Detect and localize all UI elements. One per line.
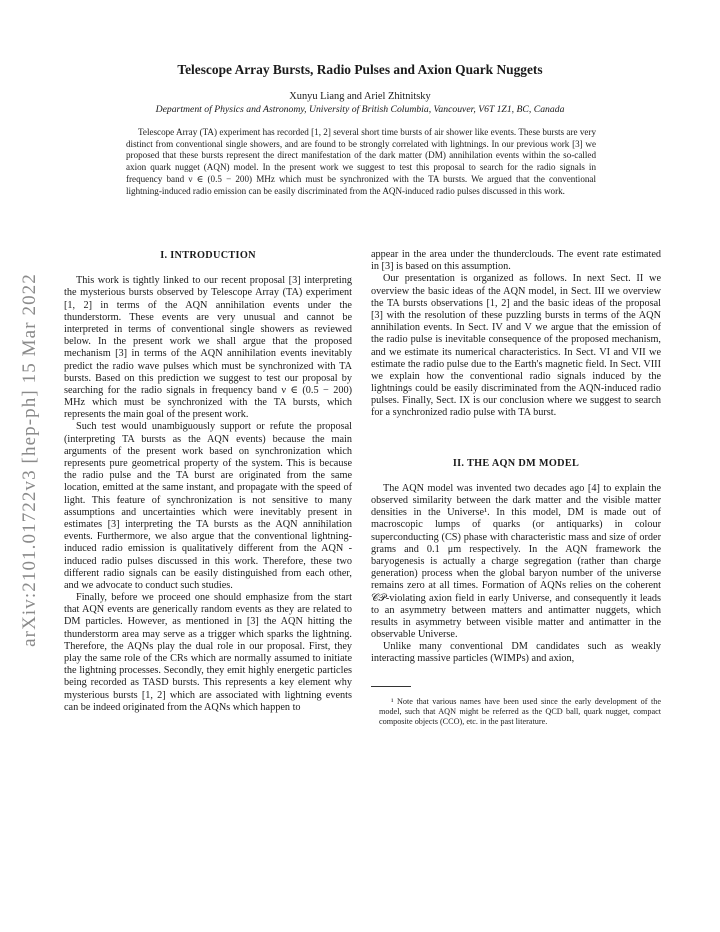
aqn-paragraph-1: The AQN model was invented two decades ago [4] to explain the observed similarity between the dark matter and the visible matter densities in the Universe¹. In this model, DM is made out of macroscopic lumps of quarks (or antiquarks) in colour superconducting (CS) phase with characteristic mass and size of order grams and 0.1 μm respectively. In the AQN framework the baryogenesis is actually a charge segregation (rather than charge generation) process when the global baryon number of the universe remains zero at all times. Formation of AQNs relies on the coherent 𝒞𝒫-violating axion field in early Universe, and consequently it leads to an asymmetry between matters and antimatter nuggets, which results in asymmetry between visible matter and antimatter in the observable Universe. (371, 482, 661, 641)
intro-paragraph-3: Finally, before we proceed one should emphasize from the start that AQN events are generically random events as they are related to DM particles. However, as mentioned in [3] the AQN hitting the thunderstorm area may serve as a trigger which sparks the lightning. Therefore, the AQNs play the dual role in our proposal. First, they play the same role of the CRs which are normally assumed to initiate the lightning processes. Secondly, they emit highly energetic particles being recorded as TASD bursts. This represents a key element why mysterious bursts [1, 2] which are associated with lightning events can be indeed originated from the AQNs which happen to (64, 592, 352, 713)
section-heading-introduction: I. INTRODUCTION (160, 250, 256, 261)
arxiv-side-stamp (10, 240, 50, 680)
right-column (371, 249, 661, 727)
abstract: Telescope Array (TA) experiment has recorded [1, 2] several short time bursts of air shower like events. These bursts are very distinct from conventional single showers, and are found to be strongly correlated with lightnings. In our previous work [3] we proposed that these bursts represent the direct manifestation of the dark matter (DM) annihilation events within the so-called axion quark nugget (AQN) model. In the present work we suggest to test this proposal to search for the radio signals in frequency band ν ∈ (0.5 − 200) MHz which must be synchronized with the TA bursts. We argued that the conventional lightning-induced radio emission can be easily discriminated from the AQN-induced radio pulses discussed in this work. (126, 127, 596, 196)
paper-affiliation: Department of Physics and Astronomy, University of British Columbia, Vancouver, V6T 1Z1, BC, Canada (155, 104, 565, 115)
paper-title: Telescope Array Bursts, Radio Pulses and Axion Quark Nuggets (177, 62, 543, 77)
intro-paragraph-2: Such test would unambiguously support or refute the proposal (interpreting TA bursts as the AQN events) because the main arguments of the present work based on synchronization which represents pure geometrical property of the system. This is because the radio pulse and the TA burst are originated from the same location, emitted at the same instant, and propagate with the speed of light. This feature of synchronization is not sensitive to many assumptions and uncertainties which were inevitably present in estimates [3] interpreting the TA bursts as the AQN annihilation events. Furthermore, we also argue that the conventional lightning-induced radio emission is qualitatively different from the AQN -induced radio pulses discussed in this work. Therefore, these two different radio signals can be easily distinguished from each other, and we advocate to conduct such studies. (64, 421, 352, 591)
paper-authors: Xunyu Liang and Ariel Zhitnitsky (289, 91, 431, 102)
intro-paragraph-organization: Our presentation is organized as follows. In next Sect. II we overview the basic ideas of the AQN model, in Sect. III we overview the TA bursts observations [1, 2] and the basic ideas of the proposal [3] with the resolution of these puzzling bursts in terms of the AQN annihilation events. In Sect. IV and V we argue that the emission of the radio pulse is inevitable consequence of the proposed mechanism, and we estimate its numerical characteristics. In Sect. VI and VII we estimate the radio pulse due to the Earth's magnetic field. In Sect. VIII we explain how the conventional radio signals induced by the lightnings could be easily discriminated from the AQN-induced radio pulses. Finally, Sect. IX is our conclusion where we suggest to search for a synchronized radio pulse with TA burst. (371, 273, 661, 419)
arxiv-identifier: arXiv:2101.01722v3 [hep-ph] 15 Mar 2022 (19, 273, 41, 647)
intro-paragraph-3-continued: appear in the area under the thunderclouds. The event rate estimated in [3] is based on this assumption. (371, 249, 661, 273)
section-heading-aqn-model: II. THE AQN DM MODEL (452, 457, 580, 469)
footnote-1: ¹ Note that various names have been used since the early development of the model, such that AQN might be referred as the QCD ball, quark nugget, compact composite objects (CCO), etc. in the past literature. (379, 696, 661, 727)
intro-paragraph-1: This work is tightly linked to our recent proposal [3] interpreting the mysterious bursts observed by Telescope Array (TA) experiment [1, 2] in terms of the AQN annihilation events under the thunderstorm. These events are very unusual and cannot be interpreted in terms of conventional single showers as reviewed below. In the present work we shall argue that the proposed mechanism [3] in terms of the AQN annihilation events inevitably predict the radio wave pulses which must be synchronized with TA bursts. Based on this prediction we suggest to test our proposal by searching for the radio signals in frequency band ν ∈ (0.5 − 200) MHz which must be synchronized with the TA bursts, which represents the main goal of the present work. (64, 275, 352, 421)
left-column (64, 250, 352, 714)
aqn-paragraph-2: Unlike many conventional DM candidates such as weakly interacting massive particles (WIMPs) and axion, (371, 641, 661, 665)
footnote-rule (371, 686, 411, 687)
